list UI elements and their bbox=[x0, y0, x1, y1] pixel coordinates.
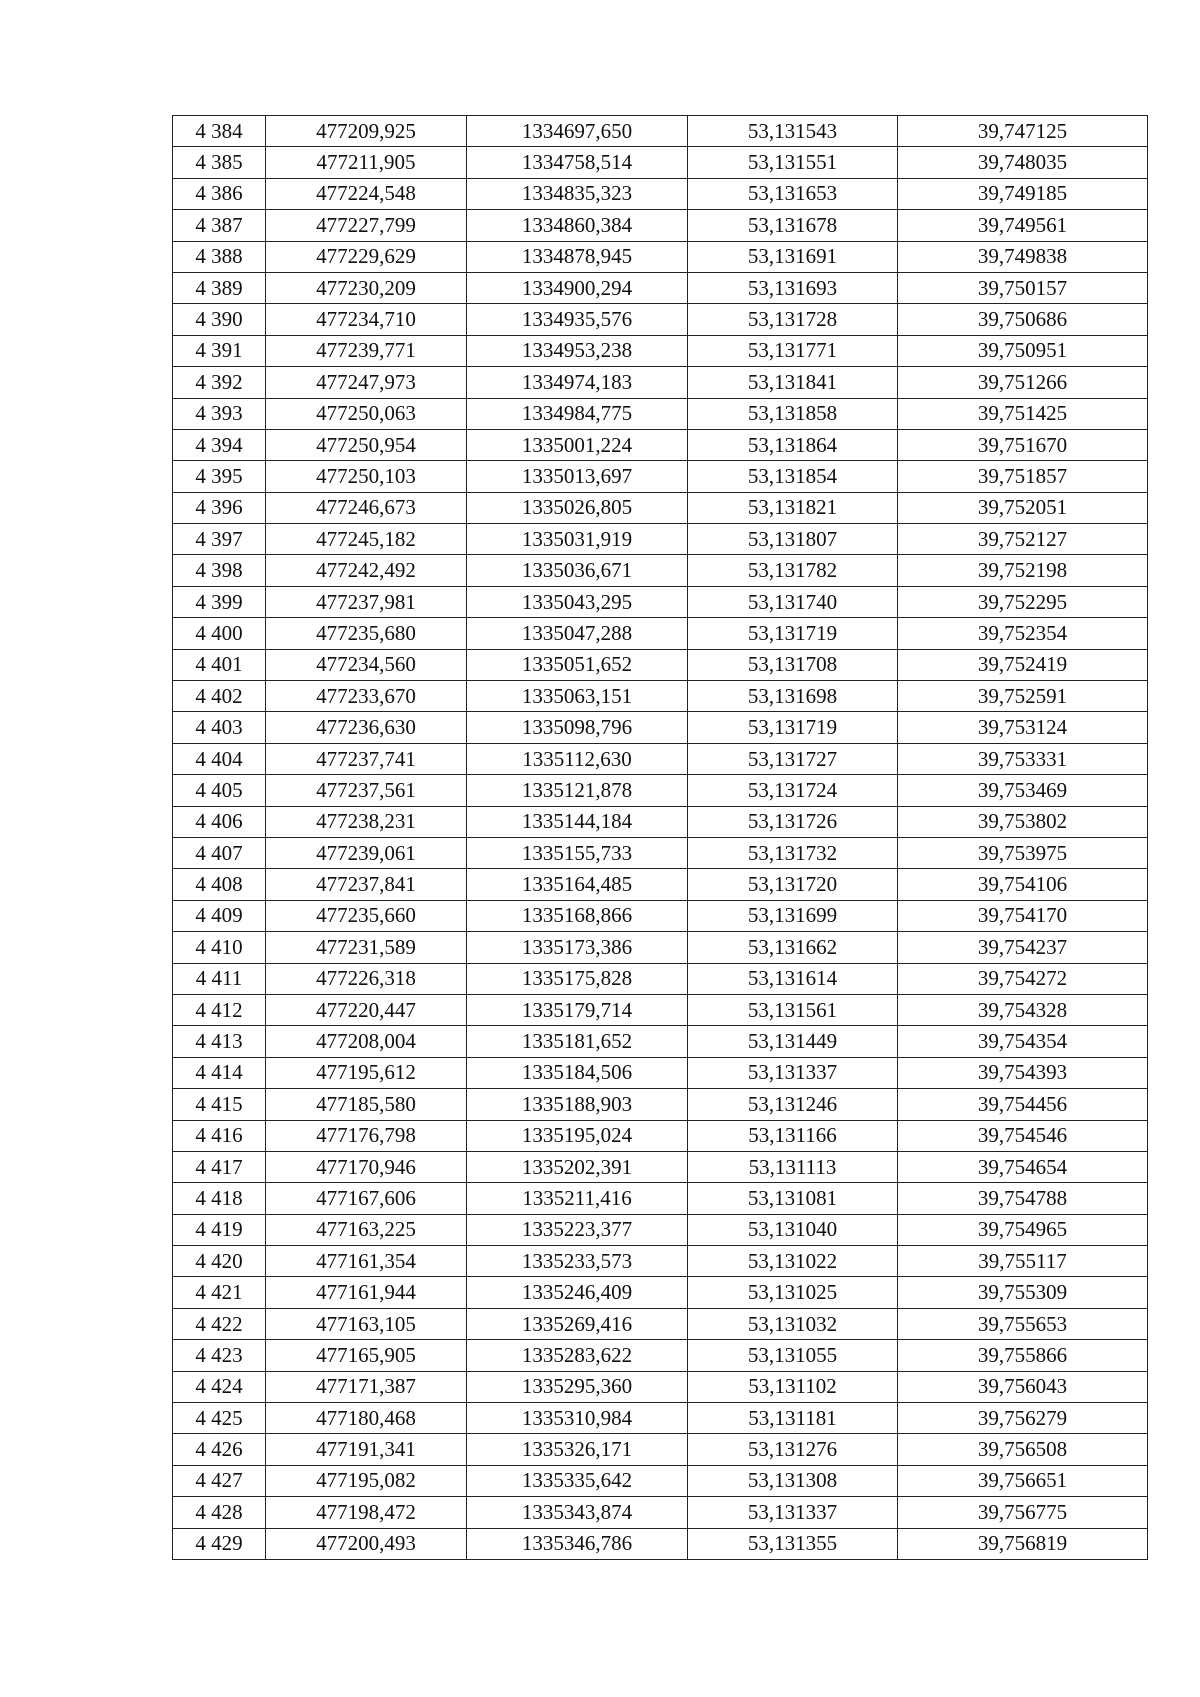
longitude-cell: 39,749185 bbox=[898, 178, 1148, 209]
table-row bbox=[173, 963, 1148, 994]
point-number-cell: 4 390 bbox=[173, 304, 266, 335]
longitude-cell: 39,754965 bbox=[898, 1214, 1148, 1245]
longitude-cell: 39,752591 bbox=[898, 681, 1148, 712]
y-coordinate-cell: 1335051,652 bbox=[467, 649, 688, 680]
longitude-cell: 39,751670 bbox=[898, 429, 1148, 460]
longitude-cell: 39,750951 bbox=[898, 335, 1148, 366]
longitude-cell: 39,754788 bbox=[898, 1183, 1148, 1214]
point-number-cell: 4 418 bbox=[173, 1183, 266, 1214]
y-coordinate-cell: 1334900,294 bbox=[467, 272, 688, 303]
point-number-cell: 4 401 bbox=[173, 649, 266, 680]
x-coordinate-cell: 477200,493 bbox=[266, 1528, 467, 1559]
point-number-cell: 4 412 bbox=[173, 994, 266, 1025]
y-coordinate-cell: 1335195,024 bbox=[467, 1120, 688, 1151]
latitude-cell: 53,131719 bbox=[688, 712, 898, 743]
y-coordinate-cell: 1335181,652 bbox=[467, 1026, 688, 1057]
table-row bbox=[173, 869, 1148, 900]
y-coordinate-cell: 1335043,295 bbox=[467, 586, 688, 617]
longitude-cell: 39,750686 bbox=[898, 304, 1148, 335]
x-coordinate-cell: 477227,799 bbox=[266, 210, 467, 241]
coordinates-table bbox=[172, 115, 1148, 1560]
x-coordinate-cell: 477239,061 bbox=[266, 837, 467, 868]
point-number-cell: 4 389 bbox=[173, 272, 266, 303]
point-number-cell: 4 396 bbox=[173, 492, 266, 523]
longitude-cell: 39,756819 bbox=[898, 1528, 1148, 1559]
point-number-cell: 4 394 bbox=[173, 429, 266, 460]
y-coordinate-cell: 1335155,733 bbox=[467, 837, 688, 868]
y-coordinate-cell: 1335175,828 bbox=[467, 963, 688, 994]
point-number-cell: 4 426 bbox=[173, 1434, 266, 1465]
latitude-cell: 53,131771 bbox=[688, 335, 898, 366]
x-coordinate-cell: 477235,660 bbox=[266, 900, 467, 931]
y-coordinate-cell: 1335310,984 bbox=[467, 1403, 688, 1434]
y-coordinate-cell: 1335121,878 bbox=[467, 775, 688, 806]
x-coordinate-cell: 477237,561 bbox=[266, 775, 467, 806]
x-coordinate-cell: 477191,341 bbox=[266, 1434, 467, 1465]
latitude-cell: 53,131821 bbox=[688, 492, 898, 523]
table-row bbox=[173, 1151, 1148, 1182]
point-number-cell: 4 386 bbox=[173, 178, 266, 209]
point-number-cell: 4 419 bbox=[173, 1214, 266, 1245]
y-coordinate-cell: 1335173,386 bbox=[467, 932, 688, 963]
table-row bbox=[173, 618, 1148, 649]
table-row bbox=[173, 806, 1148, 837]
latitude-cell: 53,131081 bbox=[688, 1183, 898, 1214]
y-coordinate-cell: 1335223,377 bbox=[467, 1214, 688, 1245]
y-coordinate-cell: 1334984,775 bbox=[467, 398, 688, 429]
latitude-cell: 53,131022 bbox=[688, 1246, 898, 1277]
longitude-cell: 39,756043 bbox=[898, 1371, 1148, 1402]
latitude-cell: 53,131719 bbox=[688, 618, 898, 649]
table-row bbox=[173, 147, 1148, 178]
point-number-cell: 4 397 bbox=[173, 524, 266, 555]
longitude-cell: 39,749838 bbox=[898, 241, 1148, 272]
x-coordinate-cell: 477237,981 bbox=[266, 586, 467, 617]
latitude-cell: 53,131308 bbox=[688, 1465, 898, 1496]
table-row bbox=[173, 1026, 1148, 1057]
point-number-cell: 4 398 bbox=[173, 555, 266, 586]
x-coordinate-cell: 477185,580 bbox=[266, 1089, 467, 1120]
point-number-cell: 4 391 bbox=[173, 335, 266, 366]
longitude-cell: 39,754546 bbox=[898, 1120, 1148, 1151]
x-coordinate-cell: 477209,925 bbox=[266, 116, 467, 147]
latitude-cell: 53,131040 bbox=[688, 1214, 898, 1245]
point-number-cell: 4 399 bbox=[173, 586, 266, 617]
point-number-cell: 4 416 bbox=[173, 1120, 266, 1151]
point-number-cell: 4 385 bbox=[173, 147, 266, 178]
point-number-cell: 4 406 bbox=[173, 806, 266, 837]
latitude-cell: 53,131740 bbox=[688, 586, 898, 617]
y-coordinate-cell: 1334835,323 bbox=[467, 178, 688, 209]
longitude-cell: 39,753802 bbox=[898, 806, 1148, 837]
longitude-cell: 39,751857 bbox=[898, 461, 1148, 492]
y-coordinate-cell: 1334878,945 bbox=[467, 241, 688, 272]
latitude-cell: 53,131246 bbox=[688, 1089, 898, 1120]
latitude-cell: 53,131113 bbox=[688, 1151, 898, 1182]
latitude-cell: 53,131782 bbox=[688, 555, 898, 586]
x-coordinate-cell: 477233,670 bbox=[266, 681, 467, 712]
latitude-cell: 53,131693 bbox=[688, 272, 898, 303]
y-coordinate-cell: 1335047,288 bbox=[467, 618, 688, 649]
x-coordinate-cell: 477250,063 bbox=[266, 398, 467, 429]
table-row bbox=[173, 1057, 1148, 1088]
table-row bbox=[173, 1183, 1148, 1214]
table-row bbox=[173, 681, 1148, 712]
latitude-cell: 53,131864 bbox=[688, 429, 898, 460]
latitude-cell: 53,131732 bbox=[688, 837, 898, 868]
x-coordinate-cell: 477163,105 bbox=[266, 1308, 467, 1339]
latitude-cell: 53,131858 bbox=[688, 398, 898, 429]
point-number-cell: 4 427 bbox=[173, 1465, 266, 1496]
latitude-cell: 53,131841 bbox=[688, 367, 898, 398]
longitude-cell: 39,753975 bbox=[898, 837, 1148, 868]
longitude-cell: 39,754328 bbox=[898, 994, 1148, 1025]
x-coordinate-cell: 477167,606 bbox=[266, 1183, 467, 1214]
latitude-cell: 53,131720 bbox=[688, 869, 898, 900]
x-coordinate-cell: 477171,387 bbox=[266, 1371, 467, 1402]
x-coordinate-cell: 477245,182 bbox=[266, 524, 467, 555]
table-row bbox=[173, 1465, 1148, 1496]
y-coordinate-cell: 1334974,183 bbox=[467, 367, 688, 398]
table-row bbox=[173, 1120, 1148, 1151]
latitude-cell: 53,131691 bbox=[688, 241, 898, 272]
point-number-cell: 4 425 bbox=[173, 1403, 266, 1434]
x-coordinate-cell: 477161,944 bbox=[266, 1277, 467, 1308]
longitude-cell: 39,755866 bbox=[898, 1340, 1148, 1371]
point-number-cell: 4 387 bbox=[173, 210, 266, 241]
y-coordinate-cell: 1335063,151 bbox=[467, 681, 688, 712]
longitude-cell: 39,747125 bbox=[898, 116, 1148, 147]
table-row bbox=[173, 1277, 1148, 1308]
table-row bbox=[173, 1371, 1148, 1402]
table-row bbox=[173, 1308, 1148, 1339]
longitude-cell: 39,756279 bbox=[898, 1403, 1148, 1434]
y-coordinate-cell: 1335233,573 bbox=[467, 1246, 688, 1277]
point-number-cell: 4 420 bbox=[173, 1246, 266, 1277]
table-row bbox=[173, 178, 1148, 209]
latitude-cell: 53,131678 bbox=[688, 210, 898, 241]
point-number-cell: 4 422 bbox=[173, 1308, 266, 1339]
table-row bbox=[173, 116, 1148, 147]
latitude-cell: 53,131449 bbox=[688, 1026, 898, 1057]
x-coordinate-cell: 477195,082 bbox=[266, 1465, 467, 1496]
point-number-cell: 4 414 bbox=[173, 1057, 266, 1088]
longitude-cell: 39,753331 bbox=[898, 743, 1148, 774]
latitude-cell: 53,131708 bbox=[688, 649, 898, 680]
y-coordinate-cell: 1335326,171 bbox=[467, 1434, 688, 1465]
point-number-cell: 4 411 bbox=[173, 963, 266, 994]
table-row bbox=[173, 1340, 1148, 1371]
y-coordinate-cell: 1334758,514 bbox=[467, 147, 688, 178]
y-coordinate-cell: 1335188,903 bbox=[467, 1089, 688, 1120]
point-number-cell: 4 429 bbox=[173, 1528, 266, 1559]
table-row bbox=[173, 649, 1148, 680]
table-row bbox=[173, 1214, 1148, 1245]
longitude-cell: 39,752419 bbox=[898, 649, 1148, 680]
latitude-cell: 53,131102 bbox=[688, 1371, 898, 1402]
y-coordinate-cell: 1334860,384 bbox=[467, 210, 688, 241]
latitude-cell: 53,131055 bbox=[688, 1340, 898, 1371]
y-coordinate-cell: 1335295,360 bbox=[467, 1371, 688, 1402]
point-number-cell: 4 405 bbox=[173, 775, 266, 806]
latitude-cell: 53,131726 bbox=[688, 806, 898, 837]
latitude-cell: 53,131727 bbox=[688, 743, 898, 774]
x-coordinate-cell: 477224,548 bbox=[266, 178, 467, 209]
point-number-cell: 4 403 bbox=[173, 712, 266, 743]
latitude-cell: 53,131355 bbox=[688, 1528, 898, 1559]
latitude-cell: 53,131699 bbox=[688, 900, 898, 931]
longitude-cell: 39,751266 bbox=[898, 367, 1148, 398]
point-number-cell: 4 409 bbox=[173, 900, 266, 931]
longitude-cell: 39,753124 bbox=[898, 712, 1148, 743]
x-coordinate-cell: 477247,973 bbox=[266, 367, 467, 398]
latitude-cell: 53,131854 bbox=[688, 461, 898, 492]
latitude-cell: 53,131807 bbox=[688, 524, 898, 555]
longitude-cell: 39,754456 bbox=[898, 1089, 1148, 1120]
latitude-cell: 53,131276 bbox=[688, 1434, 898, 1465]
latitude-cell: 53,131698 bbox=[688, 681, 898, 712]
y-coordinate-cell: 1335246,409 bbox=[467, 1277, 688, 1308]
coordinates-table-body bbox=[173, 116, 1148, 1560]
latitude-cell: 53,131543 bbox=[688, 116, 898, 147]
table-row bbox=[173, 367, 1148, 398]
x-coordinate-cell: 477237,741 bbox=[266, 743, 467, 774]
y-coordinate-cell: 1335184,506 bbox=[467, 1057, 688, 1088]
y-coordinate-cell: 1335343,874 bbox=[467, 1497, 688, 1528]
x-coordinate-cell: 477237,841 bbox=[266, 869, 467, 900]
longitude-cell: 39,754654 bbox=[898, 1151, 1148, 1182]
x-coordinate-cell: 477229,629 bbox=[266, 241, 467, 272]
y-coordinate-cell: 1335036,671 bbox=[467, 555, 688, 586]
x-coordinate-cell: 477234,560 bbox=[266, 649, 467, 680]
longitude-cell: 39,754354 bbox=[898, 1026, 1148, 1057]
y-coordinate-cell: 1334697,650 bbox=[467, 116, 688, 147]
point-number-cell: 4 408 bbox=[173, 869, 266, 900]
y-coordinate-cell: 1335144,184 bbox=[467, 806, 688, 837]
table-row bbox=[173, 712, 1148, 743]
y-coordinate-cell: 1335211,416 bbox=[467, 1183, 688, 1214]
latitude-cell: 53,131337 bbox=[688, 1057, 898, 1088]
point-number-cell: 4 424 bbox=[173, 1371, 266, 1402]
point-number-cell: 4 392 bbox=[173, 367, 266, 398]
point-number-cell: 4 417 bbox=[173, 1151, 266, 1182]
point-number-cell: 4 423 bbox=[173, 1340, 266, 1371]
y-coordinate-cell: 1335335,642 bbox=[467, 1465, 688, 1496]
x-coordinate-cell: 477195,612 bbox=[266, 1057, 467, 1088]
longitude-cell: 39,756775 bbox=[898, 1497, 1148, 1528]
x-coordinate-cell: 477239,771 bbox=[266, 335, 467, 366]
y-coordinate-cell: 1335179,714 bbox=[467, 994, 688, 1025]
longitude-cell: 39,753469 bbox=[898, 775, 1148, 806]
longitude-cell: 39,754393 bbox=[898, 1057, 1148, 1088]
table-row bbox=[173, 1089, 1148, 1120]
x-coordinate-cell: 477198,472 bbox=[266, 1497, 467, 1528]
table-row bbox=[173, 398, 1148, 429]
point-number-cell: 4 407 bbox=[173, 837, 266, 868]
table-row bbox=[173, 335, 1148, 366]
table-row bbox=[173, 555, 1148, 586]
table-row bbox=[173, 743, 1148, 774]
point-number-cell: 4 404 bbox=[173, 743, 266, 774]
longitude-cell: 39,752295 bbox=[898, 586, 1148, 617]
x-coordinate-cell: 477163,225 bbox=[266, 1214, 467, 1245]
latitude-cell: 53,131653 bbox=[688, 178, 898, 209]
x-coordinate-cell: 477230,209 bbox=[266, 272, 467, 303]
latitude-cell: 53,131551 bbox=[688, 147, 898, 178]
longitude-cell: 39,756651 bbox=[898, 1465, 1148, 1496]
table-row bbox=[173, 1246, 1148, 1277]
table-row bbox=[173, 586, 1148, 617]
y-coordinate-cell: 1335026,805 bbox=[467, 492, 688, 523]
x-coordinate-cell: 477242,492 bbox=[266, 555, 467, 586]
latitude-cell: 53,131025 bbox=[688, 1277, 898, 1308]
longitude-cell: 39,749561 bbox=[898, 210, 1148, 241]
x-coordinate-cell: 477220,447 bbox=[266, 994, 467, 1025]
table-row bbox=[173, 492, 1148, 523]
longitude-cell: 39,755653 bbox=[898, 1308, 1148, 1339]
longitude-cell: 39,754272 bbox=[898, 963, 1148, 994]
latitude-cell: 53,131662 bbox=[688, 932, 898, 963]
y-coordinate-cell: 1335164,485 bbox=[467, 869, 688, 900]
table-row bbox=[173, 429, 1148, 460]
x-coordinate-cell: 477170,946 bbox=[266, 1151, 467, 1182]
table-row bbox=[173, 241, 1148, 272]
longitude-cell: 39,752198 bbox=[898, 555, 1148, 586]
point-number-cell: 4 395 bbox=[173, 461, 266, 492]
x-coordinate-cell: 477250,103 bbox=[266, 461, 467, 492]
point-number-cell: 4 428 bbox=[173, 1497, 266, 1528]
y-coordinate-cell: 1335269,416 bbox=[467, 1308, 688, 1339]
y-coordinate-cell: 1335202,391 bbox=[467, 1151, 688, 1182]
point-number-cell: 4 402 bbox=[173, 681, 266, 712]
y-coordinate-cell: 1335001,224 bbox=[467, 429, 688, 460]
point-number-cell: 4 393 bbox=[173, 398, 266, 429]
table-row bbox=[173, 932, 1148, 963]
x-coordinate-cell: 477161,354 bbox=[266, 1246, 467, 1277]
table-row bbox=[173, 1528, 1148, 1559]
longitude-cell: 39,750157 bbox=[898, 272, 1148, 303]
longitude-cell: 39,754170 bbox=[898, 900, 1148, 931]
table-row bbox=[173, 837, 1148, 868]
longitude-cell: 39,752127 bbox=[898, 524, 1148, 555]
table-row bbox=[173, 304, 1148, 335]
longitude-cell: 39,754106 bbox=[898, 869, 1148, 900]
table-row bbox=[173, 994, 1148, 1025]
point-number-cell: 4 384 bbox=[173, 116, 266, 147]
x-coordinate-cell: 477246,673 bbox=[266, 492, 467, 523]
longitude-cell: 39,755309 bbox=[898, 1277, 1148, 1308]
point-number-cell: 4 410 bbox=[173, 932, 266, 963]
y-coordinate-cell: 1335013,697 bbox=[467, 461, 688, 492]
point-number-cell: 4 400 bbox=[173, 618, 266, 649]
table-row bbox=[173, 1434, 1148, 1465]
x-coordinate-cell: 477208,004 bbox=[266, 1026, 467, 1057]
y-coordinate-cell: 1334935,576 bbox=[467, 304, 688, 335]
x-coordinate-cell: 477176,798 bbox=[266, 1120, 467, 1151]
y-coordinate-cell: 1335283,622 bbox=[467, 1340, 688, 1371]
longitude-cell: 39,751425 bbox=[898, 398, 1148, 429]
y-coordinate-cell: 1335098,796 bbox=[467, 712, 688, 743]
latitude-cell: 53,131614 bbox=[688, 963, 898, 994]
latitude-cell: 53,131724 bbox=[688, 775, 898, 806]
y-coordinate-cell: 1335168,866 bbox=[467, 900, 688, 931]
latitude-cell: 53,131181 bbox=[688, 1403, 898, 1434]
x-coordinate-cell: 477211,905 bbox=[266, 147, 467, 178]
table-row bbox=[173, 210, 1148, 241]
point-number-cell: 4 415 bbox=[173, 1089, 266, 1120]
latitude-cell: 53,131728 bbox=[688, 304, 898, 335]
table-row bbox=[173, 775, 1148, 806]
table-row bbox=[173, 1497, 1148, 1528]
y-coordinate-cell: 1335346,786 bbox=[467, 1528, 688, 1559]
latitude-cell: 53,131561 bbox=[688, 994, 898, 1025]
x-coordinate-cell: 477226,318 bbox=[266, 963, 467, 994]
x-coordinate-cell: 477250,954 bbox=[266, 429, 467, 460]
point-number-cell: 4 413 bbox=[173, 1026, 266, 1057]
longitude-cell: 39,752051 bbox=[898, 492, 1148, 523]
table-row bbox=[173, 461, 1148, 492]
y-coordinate-cell: 1335031,919 bbox=[467, 524, 688, 555]
table-row bbox=[173, 524, 1148, 555]
longitude-cell: 39,755117 bbox=[898, 1246, 1148, 1277]
table-row bbox=[173, 1403, 1148, 1434]
latitude-cell: 53,131032 bbox=[688, 1308, 898, 1339]
y-coordinate-cell: 1335112,630 bbox=[467, 743, 688, 774]
point-number-cell: 4 388 bbox=[173, 241, 266, 272]
x-coordinate-cell: 477231,589 bbox=[266, 932, 467, 963]
x-coordinate-cell: 477235,680 bbox=[266, 618, 467, 649]
x-coordinate-cell: 477236,630 bbox=[266, 712, 467, 743]
latitude-cell: 53,131166 bbox=[688, 1120, 898, 1151]
longitude-cell: 39,754237 bbox=[898, 932, 1148, 963]
longitude-cell: 39,748035 bbox=[898, 147, 1148, 178]
longitude-cell: 39,756508 bbox=[898, 1434, 1148, 1465]
latitude-cell: 53,131337 bbox=[688, 1497, 898, 1528]
y-coordinate-cell: 1334953,238 bbox=[467, 335, 688, 366]
x-coordinate-cell: 477238,231 bbox=[266, 806, 467, 837]
x-coordinate-cell: 477165,905 bbox=[266, 1340, 467, 1371]
table-row bbox=[173, 272, 1148, 303]
x-coordinate-cell: 477234,710 bbox=[266, 304, 467, 335]
table-row bbox=[173, 900, 1148, 931]
longitude-cell: 39,752354 bbox=[898, 618, 1148, 649]
point-number-cell: 4 421 bbox=[173, 1277, 266, 1308]
x-coordinate-cell: 477180,468 bbox=[266, 1403, 467, 1434]
